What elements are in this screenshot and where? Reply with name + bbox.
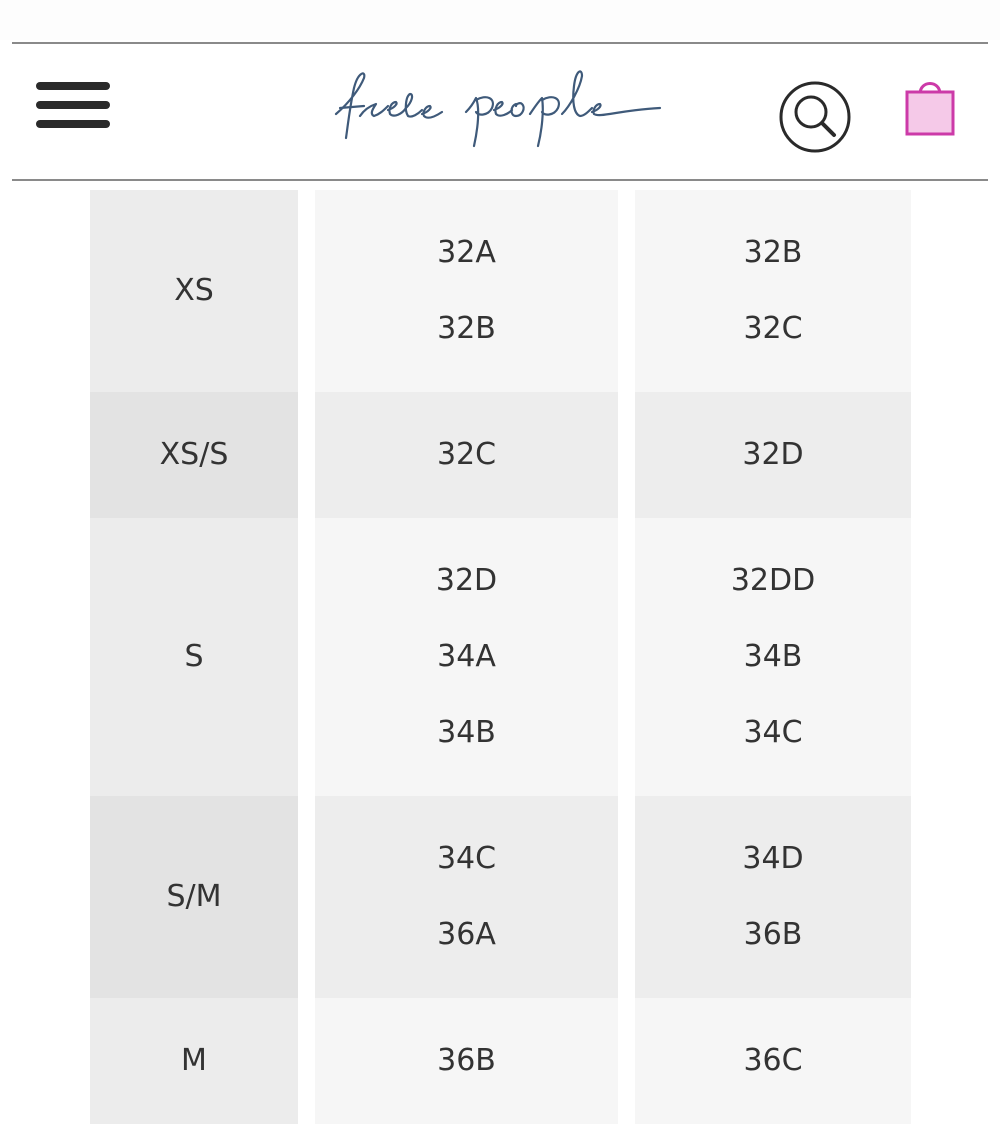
band-size-value: 36C: [743, 1043, 803, 1078]
band-size-value: 32A: [437, 235, 496, 270]
band-size-cell: [315, 392, 618, 518]
band-size-value: 34B: [437, 715, 496, 750]
menu-bar: [36, 120, 110, 128]
size-label-cell: [90, 518, 298, 796]
band-size-value: 32D: [742, 437, 804, 472]
size-row: [0, 392, 1000, 518]
size-row: [0, 190, 1000, 392]
band-size-value: 32B: [437, 311, 496, 346]
size-label-cell: [90, 190, 298, 392]
size-label: S: [184, 639, 204, 674]
bag-body: [907, 92, 953, 134]
menu-bar: [36, 82, 110, 90]
band-size-cell: [635, 518, 911, 796]
band-size-value: 36A: [437, 917, 496, 952]
band-size-cell: [315, 796, 618, 998]
size-label: XS: [174, 273, 214, 308]
bag-icon-graphic: [902, 74, 958, 138]
header-bottom-divider: [12, 179, 988, 181]
band-size-value: 32C: [743, 311, 803, 346]
band-size-cell: [315, 998, 618, 1124]
band-size-cell: [315, 190, 618, 392]
band-size-value: 36B: [437, 1043, 496, 1078]
size-label: XS/S: [159, 437, 229, 472]
size-row: [0, 998, 1000, 1124]
band-size-cell: [635, 190, 911, 392]
band-size-value: 32C: [436, 437, 497, 472]
menu-bar: [36, 101, 110, 109]
band-size-value: 36B: [743, 917, 803, 952]
band-size-value: 34C: [743, 715, 803, 750]
band-size-cell: [635, 796, 911, 998]
free-people-logo-icon: [330, 58, 670, 154]
size-label: S/M: [166, 879, 222, 914]
size-label: M: [181, 1043, 207, 1078]
band-size-value: 32D: [435, 563, 498, 598]
search-icon[interactable]: [778, 80, 852, 154]
hamburger-menu-icon[interactable]: [36, 82, 112, 132]
shopping-bag-icon[interactable]: [902, 74, 958, 138]
band-size-value: 34D: [742, 841, 804, 876]
brand-logo[interactable]: [330, 58, 670, 154]
band-size-cell: [635, 392, 911, 518]
band-size-cell: [635, 998, 911, 1124]
band-size-value: 32B: [743, 235, 803, 270]
header-top-divider: [12, 42, 988, 44]
size-label-cell: [90, 796, 298, 998]
size-row: [0, 796, 1000, 998]
top-strip: [0, 0, 1000, 40]
size-label-cell: [90, 998, 298, 1124]
search-icon-graphic: [778, 80, 852, 154]
size-label-cell: [90, 392, 298, 518]
band-size-value: 32DD: [730, 563, 816, 598]
band-size-value: 34B: [743, 639, 803, 674]
band-size-cell: [315, 518, 618, 796]
band-size-value: 34C: [436, 841, 497, 876]
size-row: [0, 518, 1000, 796]
band-size-value: 34A: [437, 639, 496, 674]
